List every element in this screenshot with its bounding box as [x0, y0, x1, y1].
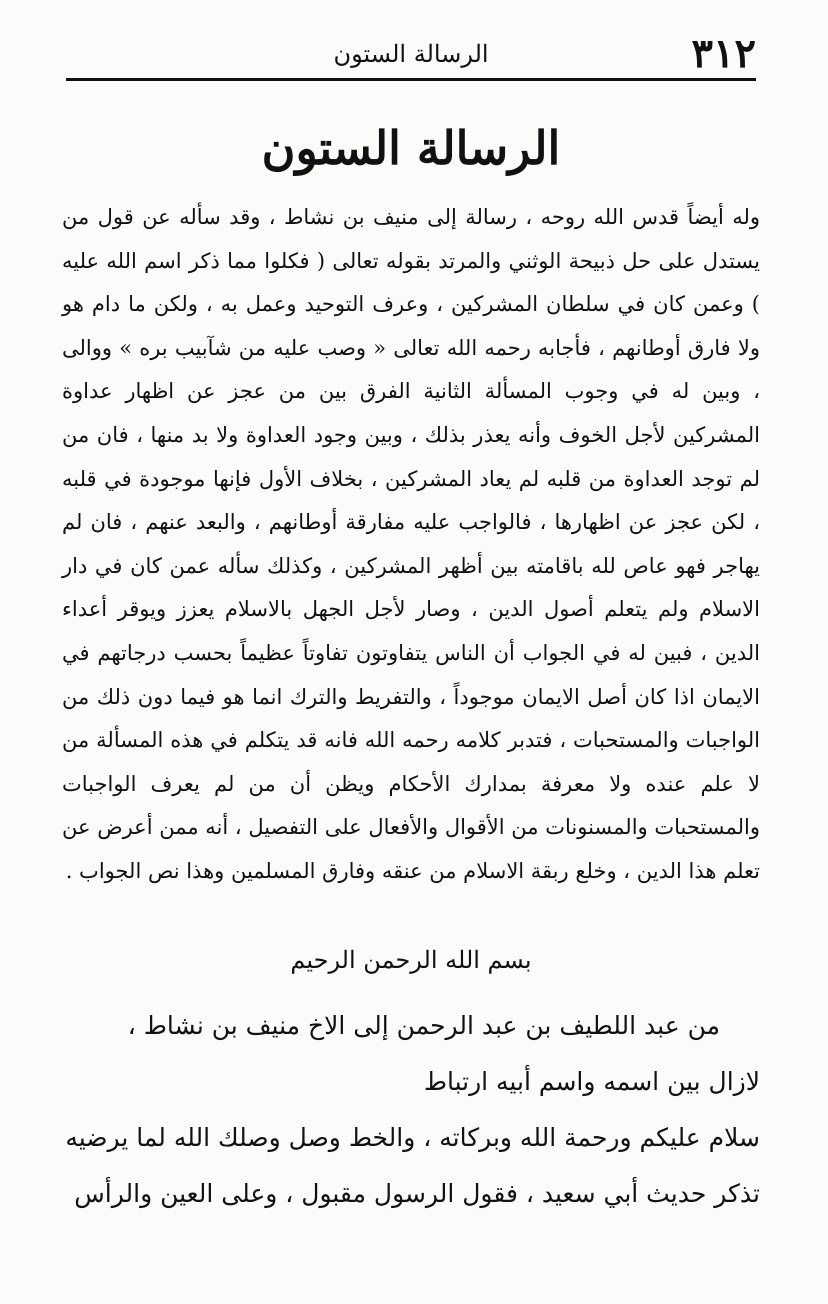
body-text — [62, 196, 760, 894]
header-rule — [66, 78, 756, 81]
page-number: ٣١٢ — [691, 30, 756, 77]
letter-text — [62, 998, 760, 1222]
body-paragraph: وله أيضاً قدس الله روحه ، رسالة إلى منيف بن نشاط ، وقد سأله عن قول من يستدل على حل ذبيحة الوثني والمرتد بقوله تعالى ( فكلوا مما ذكر اسم الله عليه ) وعمن كان في سلطان المشركين ، وعرف التوحيد وعمل به ، ولكن ما دام هو ولا فارق أوطانهم ، فأجابه رحمه الله تعالى « وصب عليه من شآبيب بره » ووالى ، وبين له في وجوب المسألة الثانية الفرق بين من عجز عن اظهار عداوة المشركين لأجل الخوف وأنه يعذر بذلك ، وبين وجود العداوة ولا بد منها ، فان من لم توجد العداوة من قلبه لم يعاد المشركين ، بخلاف الأول فإنها موجودة في قلبه ، لكن عجز عن اظهارها ، فالواجب عليه مفارقة أوطانهم ، والبعد عنهم ، فان لم يهاجر فهو عاص لله باقامته بين أظهر المشركين ، وكذلك سأله عمن كان في دار الاسلام ولم يتعلم أصول الدين ، وصار لأجل الجهل بالاسلام يعزز ويوقر أعداء الدين ، فبين له في الجواب أن الناس يتفاوتون تفاوتاً عظيماً بحسب درجاتهم في الايمان اذا كان أصل الايمان موجوداً ، والتفريط والترك انما هو فيما دون ذلك من الواجبات والمستحبات ، فتدبر كلامه رحمه الله فانه قد يتكلم في هذه المسألة من لا علم عنده ولا معرفة بمدارك الأحكام ويظن أن من لم يعرف الواجبات والمستحبات والمسنونات من الأقوال والأفعال على التفصيل ، أنه ممن أعرض عن تعلم هذا الدين ، وخلع ربقة الاسلام من عنقه وفارق المسلمين وهذا نص الجواب . — [62, 205, 760, 883]
running-title: الرسالة الستون — [333, 40, 489, 68]
letter-line-address: من عبد اللطيف بن عبد الرحمن إلى الاخ منيف بن نشاط ، — [127, 1011, 720, 1040]
letter-line-hadith: تذكر حديث أبي سعيد ، فقول الرسول مقبول ، وعلى العين والرأس — [74, 1179, 760, 1208]
letter-line-rhyme: لازال بين اسمه واسم أبيه ارتباط — [423, 1067, 760, 1096]
letter-line-greeting: سلام عليكم ورحمة الله وبركاته ، والخط وصل وصلك الله لما يرضيه — [65, 1123, 760, 1152]
chapter-title: الرسالة الستون — [261, 121, 561, 175]
running-header — [66, 30, 756, 78]
letter-basmala: بسم الله الرحمن الرحيم — [290, 946, 532, 974]
